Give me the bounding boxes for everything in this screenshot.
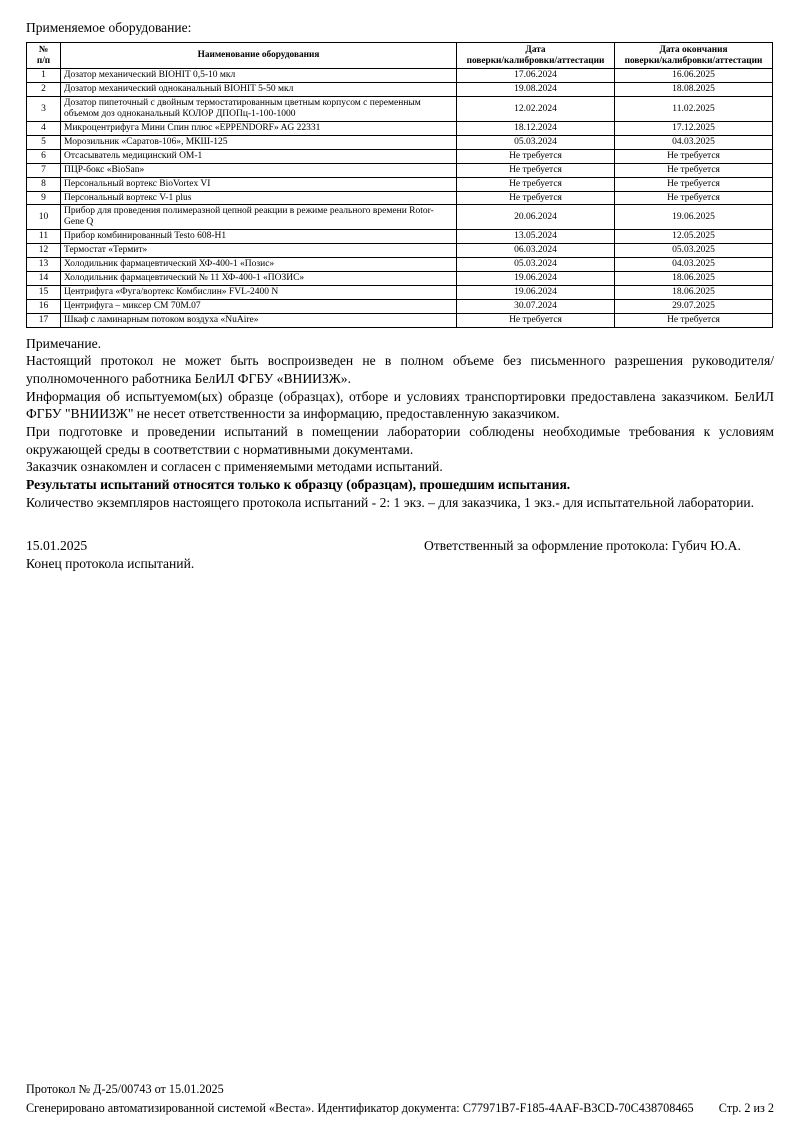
footer-bottom-line <box>26 1100 774 1116</box>
cell-calibration-date: 19.06.2024 <box>457 286 615 300</box>
cell-calibration-end-date: 05.03.2025 <box>615 244 773 258</box>
signature-responsible: Ответственный за оформление протокола: Губич Ю.А. <box>424 538 741 554</box>
note-label: Примечание. <box>26 335 102 351</box>
cell-calibration-date: 06.03.2024 <box>457 244 615 258</box>
cell-calibration-end-date: Не требуется <box>615 177 773 191</box>
cell-num: 3 <box>27 97 61 122</box>
cell-calibration-date: 17.06.2024 <box>457 69 615 83</box>
cell-calibration-end-date: 18.08.2025 <box>615 83 773 97</box>
cell-calibration-end-date: Не требуется <box>615 163 773 177</box>
cell-num: 17 <box>27 313 61 327</box>
cell-num: 14 <box>27 272 61 286</box>
note-paragraph-2: Информация об испытуемом(ых) образце (образцах), отборе и условиях транспортировки предоставлена заказчиком. БелИЛ ФГБУ "ВНИИЗЖ" не несет ответственности за информацию, предоставленную заказчиком. <box>26 388 774 422</box>
cell-equipment-name: Дозатор пипеточный с двойным термостатированным цветным корпусом с переменным объемом доз одноканальный КОЛОР ДПОПц-1-100-1000 <box>61 97 457 122</box>
footer-page-number: Стр. 2 из 2 <box>718 1100 774 1115</box>
cell-equipment-name: Центрифуга «Фуга/вортекс Комбислин» FVL-2400 N <box>61 286 457 300</box>
cell-equipment-name: Холодильник фармацевтический ХФ-400-1 «Позис» <box>61 258 457 272</box>
cell-calibration-date: Не требуется <box>457 177 615 191</box>
table-row <box>27 83 773 97</box>
note-paragraph-copies: Количество экземпляров настоящего протокола испытаний - 2: 1 экз. – для заказчика, 1 экз.- для испытательной лаборатории. <box>26 494 755 510</box>
cell-equipment-name: Микроцентрифуга Мини Спин плюс «EPPENDORF» AG 22331 <box>61 121 457 135</box>
cell-equipment-name: Дозатор механический BIOHIT 0,5-10 мкл <box>61 69 457 83</box>
cell-num: 6 <box>27 149 61 163</box>
cell-num: 7 <box>27 163 61 177</box>
cell-calibration-date: 12.02.2024 <box>457 97 615 122</box>
column-header-num-line1: № <box>38 44 49 55</box>
cell-num: 10 <box>27 205 61 230</box>
page-footer <box>26 1081 774 1116</box>
cell-equipment-name: Термостат «Термит» <box>61 244 457 258</box>
cell-calibration-date: 19.06.2024 <box>457 272 615 286</box>
cell-equipment-name: Шкаф с ламинарным потоком воздуха «NuAire» <box>61 313 457 327</box>
cell-calibration-end-date: 04.03.2025 <box>615 258 773 272</box>
cell-calibration-end-date: 29.07.2025 <box>615 299 773 313</box>
cell-calibration-end-date: 12.05.2025 <box>615 230 773 244</box>
cell-calibration-end-date: 17.12.2025 <box>615 121 773 135</box>
footer-generated: Сгенерировано автоматизированной системой «Веста». Идентификатор документа: C77971B7-F185-4AAF-B3CD-70C438708465 <box>26 1100 694 1115</box>
table-row <box>27 230 773 244</box>
cell-calibration-date: 05.03.2024 <box>457 135 615 149</box>
column-header-num <box>27 42 61 68</box>
cell-calibration-date: Не требуется <box>457 313 615 327</box>
cell-calibration-end-date: 04.03.2025 <box>615 135 773 149</box>
cell-num: 12 <box>27 244 61 258</box>
note-paragraph-1: Настоящий протокол не может быть воспроизведен не в полном объеме без письменного разрешения руководителя/уполномоченного работника БелИЛ ФГБУ «ВНИИЗЖ». <box>26 353 774 387</box>
note-paragraph-3: При подготовке и проведении испытаний в помещении лаборатории соблюдены необходимые требования к условиям окружающей среды в соответствии с нормативными документами. <box>26 424 774 457</box>
cell-calibration-end-date: Не требуется <box>615 313 773 327</box>
table-body <box>27 69 773 328</box>
cell-num: 13 <box>27 258 61 272</box>
cell-calibration-date: Не требуется <box>457 191 615 205</box>
table-row <box>27 313 773 327</box>
cell-calibration-date: 18.12.2024 <box>457 121 615 135</box>
table-row <box>27 205 773 230</box>
table-row <box>27 286 773 300</box>
column-header-name: Наименование оборудования <box>61 42 457 68</box>
cell-calibration-date: 19.08.2024 <box>457 83 615 97</box>
table-header <box>27 42 773 68</box>
page-title: Применяемое оборудование: <box>26 20 192 35</box>
cell-num: 1 <box>27 69 61 83</box>
table-row <box>27 191 773 205</box>
cell-num: 9 <box>27 191 61 205</box>
cell-calibration-date: 13.05.2024 <box>457 230 615 244</box>
cell-calibration-end-date: 18.06.2025 <box>615 286 773 300</box>
note-paragraph-4: Заказчик ознакомлен и согласен с применяемыми методами испытаний. <box>26 459 443 475</box>
cell-num: 15 <box>27 286 61 300</box>
table-row <box>27 69 773 83</box>
table-row <box>27 258 773 272</box>
cell-equipment-name: ПЦР-бокс «BioSan» <box>61 163 457 177</box>
cell-calibration-end-date: 19.06.2025 <box>615 205 773 230</box>
cell-equipment-name: Персональный вортекс BioVortex VI <box>61 177 457 191</box>
cell-calibration-end-date: 16.06.2025 <box>615 69 773 83</box>
column-header-date-line1: Дата <box>525 44 546 55</box>
cell-calibration-date: 30.07.2024 <box>457 299 615 313</box>
cell-calibration-date: Не требуется <box>457 163 615 177</box>
cell-calibration-date: 05.03.2024 <box>457 258 615 272</box>
cell-num: 5 <box>27 135 61 149</box>
end-of-protocol: Конец протокола испытаний. <box>26 556 195 572</box>
cell-calibration-end-date: 11.02.2025 <box>615 97 773 122</box>
table-row <box>27 97 773 122</box>
note-paragraph-bold: Результаты испытаний относятся только к образцу (образцам), прошедшим испытания. <box>26 477 571 493</box>
cell-num: 2 <box>27 83 61 97</box>
column-header-enddate-line1: Дата окончания <box>659 44 728 55</box>
cell-equipment-name: Прибор комбинированный Testo 608-H1 <box>61 230 457 244</box>
cell-num: 11 <box>27 230 61 244</box>
table-row <box>27 272 773 286</box>
cell-num: 16 <box>27 299 61 313</box>
table-row <box>27 163 773 177</box>
column-header-date <box>457 42 615 68</box>
column-header-num-line2: п/п <box>36 55 51 66</box>
cell-calibration-end-date: 18.06.2025 <box>615 272 773 286</box>
column-header-enddate-line2: поверки/калибровки/аттестации <box>624 55 763 66</box>
cell-calibration-end-date: Не требуется <box>615 191 773 205</box>
table-header-row <box>27 42 773 68</box>
signature-row <box>26 538 774 554</box>
cell-calibration-end-date: Не требуется <box>615 149 773 163</box>
note-block <box>26 335 774 512</box>
signature-date: 15.01.2025 <box>26 538 88 554</box>
cell-equipment-name: Холодильник фармацевтический № 11 ХФ-400-1 «ПОЗИС» <box>61 272 457 286</box>
cell-num: 4 <box>27 121 61 135</box>
table-row <box>27 135 773 149</box>
cell-equipment-name: Прибор для проведения полимеразной цепной реакции в режиме реального времени Rotor-Gene Q <box>61 205 457 230</box>
table-row <box>27 299 773 313</box>
equipment-table <box>26 42 773 328</box>
cell-calibration-date: 20.06.2024 <box>457 205 615 230</box>
cell-equipment-name: Морозильник «Саратов-106», МКШ-125 <box>61 135 457 149</box>
cell-calibration-date: Не требуется <box>457 149 615 163</box>
table-row <box>27 177 773 191</box>
table-row <box>27 149 773 163</box>
footer-protocol: Протокол № Д-25/00743 от 15.01.2025 <box>26 1082 224 1097</box>
table-row <box>27 244 773 258</box>
cell-equipment-name: Персональный вортекс V-1 plus <box>61 191 457 205</box>
column-header-date-line2: поверки/калибровки/аттестации <box>466 55 605 66</box>
cell-equipment-name: Центрифуга – миксер СМ 70М.07 <box>61 299 457 313</box>
cell-equipment-name: Дозатор механический одноканальный BIOHIT 5-50 мкл <box>61 83 457 97</box>
cell-num: 8 <box>27 177 61 191</box>
cell-equipment-name: Отсасыватель медицинский ОМ-1 <box>61 149 457 163</box>
column-header-enddate <box>615 42 773 68</box>
table-row <box>27 121 773 135</box>
